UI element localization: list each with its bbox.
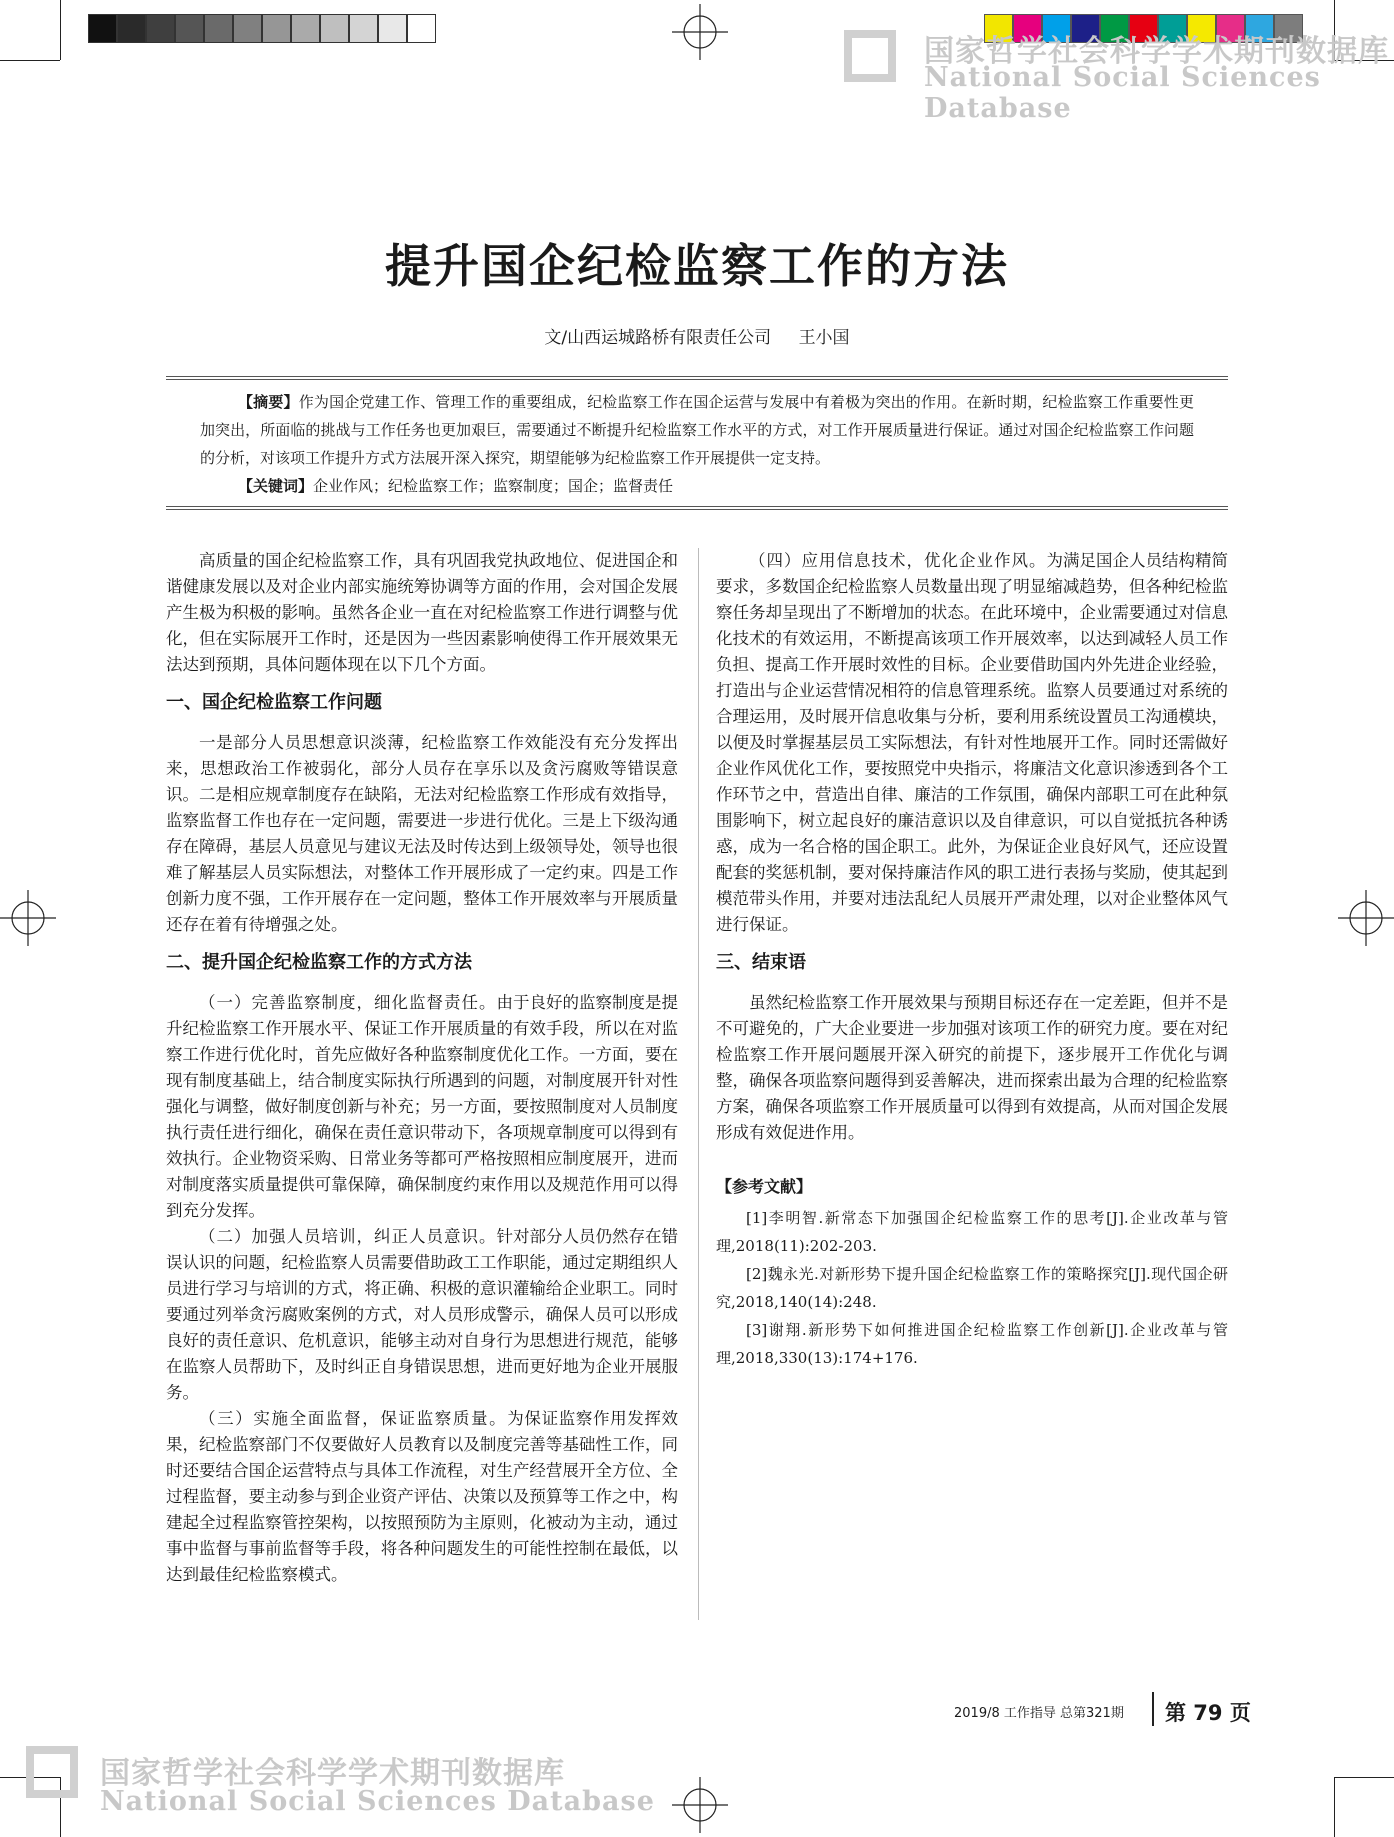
gray-swatch	[407, 14, 436, 43]
watermark-cn: 国家哲学社会科学学术期刊数据库	[100, 1756, 565, 1791]
gray-swatch	[291, 14, 320, 43]
gray-swatch	[233, 14, 262, 43]
references-title: 【参考文献】	[716, 1177, 813, 1196]
keywords	[200, 472, 1194, 500]
registration-mark-left	[0, 890, 56, 946]
subsection-3-text: 为保证监察作用发挥效果，纪检监察部门不仅要做好人员教育以及制度完善等基础性工作，同时还要结合国企运营特点与具体工作流程，对生产经营展开全方位、全过程监督，要主动参与到企业资产评估、决策以及预算等工作之中，构建起全过程监察管控架构，以按照预防为主原则，化被动为主动，通过事中监督与事前监督等手段，将各种问题发生的可能性控制在最低，以达到最佳纪检监察模式。	[166, 1409, 679, 1584]
abstract-box	[166, 376, 1228, 510]
gray-swatch	[117, 14, 146, 43]
abstract	[200, 388, 1194, 472]
gray-swatch	[204, 14, 233, 43]
left-column	[166, 548, 678, 1588]
footer-separator	[1152, 1692, 1154, 1726]
abstract-label: 【摘要】	[238, 393, 299, 411]
reference-item: [1]李明智.新常态下加强国企纪检监察工作的思考[J].企业改革与管理,2018(11):202-203.	[716, 1209, 1228, 1255]
page-number: 第 79 页	[1165, 1701, 1251, 1725]
gray-swatch	[88, 14, 117, 43]
intro-paragraph: 高质量的国企纪检监察工作，具有巩固我党执政地位、促进国企和谐健康发展以及对企业内部实施统筹协调等方面的作用，会对国企发展产生极为积极的影响。虽然各企业一直在对纪检监察工作进行调整与优化，但在实际展开工作时，还是因为一些因素影响使得工作开展效果无法达到预期，具体问题体现在以下几个方面。	[166, 551, 678, 674]
footer-issue: 2019/8 工作指导 总第321期	[954, 1706, 1124, 1721]
grayscale-calibration-bar	[88, 14, 436, 43]
watermark-logo-icon	[844, 30, 896, 82]
registration-mark-right	[1338, 890, 1394, 946]
byline	[0, 323, 1394, 348]
article-title: 提升国企纪检监察工作的方法	[385, 239, 1009, 293]
watermark-en: National Social Sciences Database	[924, 62, 1321, 124]
byline-org: 文/山西运城路桥有限责任公司	[544, 328, 772, 348]
reference-item: [3]谢翔.新形势下如何推进国企纪检监察工作创新[J].企业改革与管理,2018,330(13):174+176.	[716, 1321, 1228, 1367]
gray-swatch	[378, 14, 407, 43]
section-heading-3: 三、结束语	[716, 952, 806, 973]
subsection-1-text: 由于良好的监察制度是提升纪检监察工作开展水平、保证工作开展质量的有效手段，所以在对监察工作进行优化时，首先应做好各种监察制度优化工作。一方面，要在现有制度基础上，结合制度实际执行所遇到的问题，对制度展开针对性强化与调整，做好制度创新与补充；另一方面，要按照制度对人员制度执行责任进行细化，确保在责任意识带动下，各项规章制度可以得到有效执行。企业物资采购、日常业务等都可严格按照相应制度展开，进而对制度落实质量提供可靠保障，确保制度约束作用以及规范作用可以得到充分发挥。	[166, 993, 678, 1220]
subsection-4	[716, 548, 1228, 938]
subsection-1	[166, 990, 678, 1224]
keywords-text: 企业作风；纪检监察工作；监察制度；国企；监督责任	[313, 477, 674, 495]
watermark-logo-icon	[26, 1746, 78, 1798]
gray-swatch	[320, 14, 349, 43]
section1-paragraph: 一是部分人员思想意识淡薄，纪检监察工作效能没有充分发挥出来，思想政治工作被弱化，部分人员存在享乐以及贪污腐败等错误意识。二是相应规章制度存在缺陷，无法对纪检监察工作形成有效指导，监察监督工作也存在一定问题，需要进一步进行优化。三是上下级沟通存在障碍，基层人员意见与建议无法及时传达到上级领导处，领导也很难了解基层人员实际想法，对整体工作开展形成了一定约束。四是工作创新力度不强，工作开展存在一定问题，整体工作开展效率与开展质量还存在着有待增强之处。	[166, 733, 678, 934]
conclusion-paragraph: 虽然纪检监察工作开展效果与预期目标还存在一定差距，但并不是不可避免的，广大企业要进一步加强对该项工作的研究力度。要在对纪检监察工作开展问题展开深入研究的前提下，逐步展开工作优化与调整，确保各项监察问题得到妥善解决，进而探索出最为合理的纪检监察方案，确保各项监察工作开展质量可以得到有效提高，从而对国企发展形成有效促进作用。	[716, 993, 1228, 1142]
subsection-2-text: 针对部分人员仍然存在错误认识的问题，纪检监察人员需要借助政工工作职能，通过定期组织人员进行学习与培训的方式，将正确、积极的意识灌输给企业职工。同时要通过列举贪污腐败案例的方式，对人员形成警示，确保人员可以形成良好的责任意识、危机意识，能够主动对自身行为思想进行规范，能够在监察人员帮助下，及时纠正自身错误思想，进而更好地为企业开展服务。	[166, 1227, 678, 1402]
subsection-2-head: （二）加强人员培训，纠正人员意识。	[199, 1227, 497, 1246]
reference-item: [2]魏永光.对新形势下提升国企纪检监察工作的策略探究[J].现代国企研究,2018,140(14):248.	[716, 1265, 1228, 1311]
gray-swatch	[262, 14, 291, 43]
byline-author: 王小国	[798, 328, 850, 348]
subsection-1-head: （一）完善监察制度，细化监督责任。	[199, 993, 497, 1012]
registration-mark-top	[672, 4, 728, 60]
keywords-label: 【关键词】	[238, 477, 314, 495]
gray-swatch	[146, 14, 175, 43]
subsection-3-head: （三）实施全面监督，保证监察质量。	[199, 1409, 508, 1428]
abstract-text: 作为国企党建工作、管理工作的重要组成，纪检监察工作在国企运营与发展中有着极为突出的作用。在新时期，纪检监察工作重要性更加突出，所面临的挑战与工作任务也更加艰巨，需要通过不断提升纪检监察工作水平的方式，对工作开展质量进行保证。通过对国企纪检监察工作问题的分析，对该项工作提升方式方法展开深入探究，期望能够为纪检监察工作开展提供一定支持。	[200, 393, 1194, 467]
section-heading-2: 二、提升国企纪检监察工作的方式方法	[166, 952, 472, 973]
gray-swatch	[175, 14, 204, 43]
column-divider	[698, 548, 699, 1620]
subsection-2	[166, 1224, 678, 1406]
watermark-cn: 国家哲学社会科学学术期刊数据库	[924, 34, 1389, 69]
section-heading-1: 一、国企纪检监察工作问题	[166, 692, 382, 713]
subsection-4-text: 为满足国企人员结构精简要求，多数国企纪检监察人员数量出现了明显缩减趋势，但各种纪检监察任务却呈现出了不断增加的状态。在此环境中，企业需要通过对信息化技术的有效运用，不断提高该项工作开展效率，以达到减轻人员工作负担、提高工作开展时效性的目标。企业要借助国内外先进企业经验，打造出与企业运营情况相符的信息管理系统。监察人员要通过对系统的合理运用，及时展开信息收集与分析，要利用系统设置员工沟通模块，以便及时掌握基层员工实际想法，有针对性地展开工作。同时还需做好企业作风优化工作，要按照党中央指示，将廉洁文化意识渗透到各个工作环节之中，营造出自律、廉洁的工作氛围，确保内部职工可在此种氛围影响下，树立起良好的廉洁意识以及自律意识，可以自觉抵抗各种诱惑，成为一名合格的国企职工。此外，为保证企业良好风气，还应设置配套的奖惩机制，要对保持廉洁作风的职工进行表扬与奖励，使其起到模范带头作用，并要对违法乱纪人员展开严肃处理，以对企业整体风气进行保证。	[716, 551, 1228, 934]
right-column	[716, 548, 1228, 1372]
registration-mark-bottom	[672, 1777, 728, 1833]
subsection-3	[166, 1406, 678, 1588]
subsection-4-head: （四）应用信息技术，优化企业作风。	[749, 551, 1047, 570]
watermark-en: National Social Sciences Database	[100, 1786, 655, 1817]
gray-swatch	[349, 14, 378, 43]
